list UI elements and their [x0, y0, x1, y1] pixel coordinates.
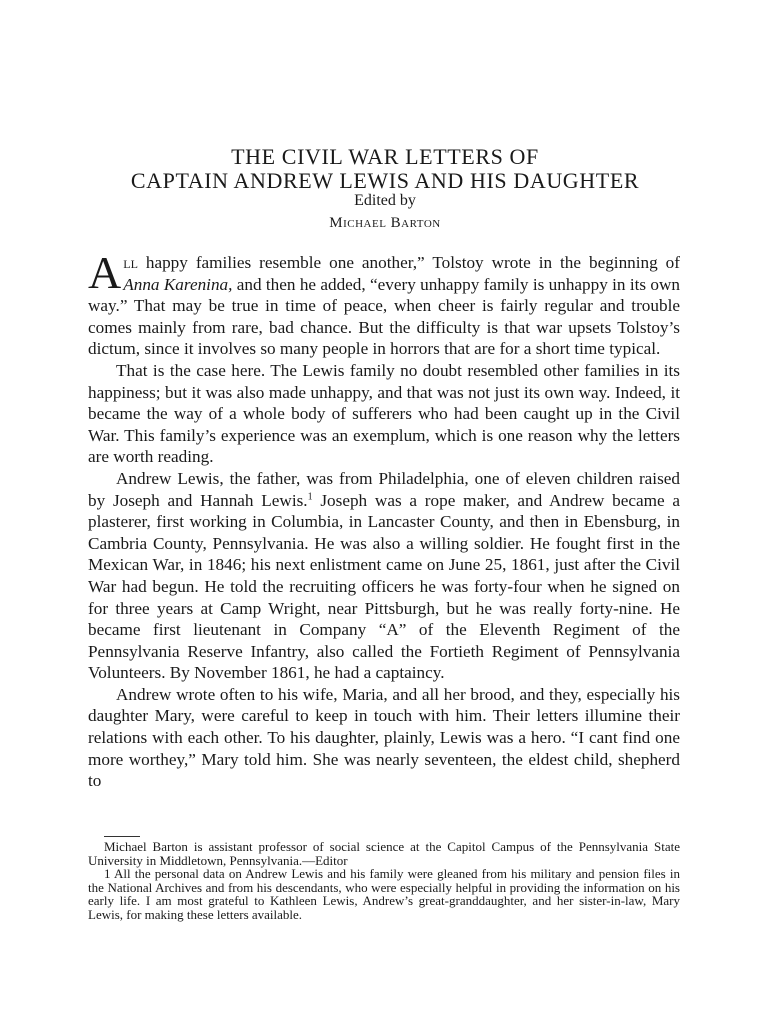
footnotes [88, 840, 680, 922]
article-body [88, 247, 681, 792]
paragraph-1-text-b: and then he added, “every unhappy family is unhappy in its own way.” That may be true in time of peace, when cheer is fairly regular and trouble comes mainly from rare, bad chance. But the difficulty is that war upsets Tolstoy’s dictum, since it involves so many people in horrors that are for a short time typical. [88, 274, 680, 359]
paragraph-4: Andrew wrote often to his wife, Maria, and all her brood, and they, especially his daughter Mary, were careful to keep in touch with him. Their letters illumine their relations with each other. To his daughter, plainly, Lewis was a hero. “I cant find one more worthey,” Mary told him. She was nearly seventeen, the eldest child, shepherd to [88, 684, 680, 791]
footnote-divider [104, 836, 140, 837]
footnote-marker-1[interactable]: 1 [307, 490, 313, 502]
paragraph-3-text-a: Andrew Lewis, the father, was from Philadelphia, one of eleven children raised by Joseph and Hannah Lewis. [88, 468, 680, 510]
paragraph-2: That is the case here. The Lewis family no doubt resembled other families in its happiness; but it was also made unhappy, and that was not just its own way. Indeed, it became the way of a whole body of sufferers who had been caught up in the Civil War. This family’s experience was an exemplum, which is one reason why the letters are worth reading. [88, 360, 680, 467]
opening-small-caps: ll [123, 253, 138, 272]
author-note: Michael Barton is assistant professor of social science at the Capitol Campus of the Pennsylvania State University in Middletown, Pennsylvania.—Editor [88, 839, 680, 868]
paragraph-3 [88, 468, 680, 684]
paragraph-3-text-b: Joseph was a rope maker, and Andrew became a plasterer, first working in Columbia, in Lancaster County, and then in Ebensburg, in Cambria County, Pennsylvania. He was also a willing soldier. He fought first in the Mexican War, in 1846; his next enlistment came on June 25, 1861, just after the Civil War had begun. He told the recruiting officers he was forty-four when he signed on for three years at Camp Wright, near Pittsburgh, but he was really forty-nine. He became first lieutenant in Company “A” of the Eleventh Regiment of the Pennsylvania Reserve Infantry, also called the Fortieth Regiment of Pennsylvania Volunteers. By November 1861, he had a captaincy. [88, 490, 681, 683]
paragraph-1 [88, 247, 680, 360]
article-title-line-1: THE CIVIL WAR LETTERS OF [231, 144, 539, 169]
editor-name: Michael Barton [329, 215, 441, 231]
edited-by-label: Edited by [354, 192, 416, 209]
article-title-line-2: CAPTAIN ANDREW LEWIS AND HIS DAUGHTER [130, 168, 640, 193]
paragraph-1-text-a: happy families resemble one another,” Tolstoy wrote in the beginning of [137, 253, 680, 272]
footnote-1: 1 All the personal data on Andrew Lewis and his family were gleaned from his military and pension files in the National Archives and from his descendants, who were especially helpful in providing the information on his early life. I am most grateful to Kathleen Lewis, Andrew’s great-granddaughter, and her sister-in-law, Mary Lewis, for making these letters available. [88, 866, 680, 922]
drop-cap: A [88, 247, 122, 298]
book-title-italic: Anna Karenina, [123, 274, 233, 294]
